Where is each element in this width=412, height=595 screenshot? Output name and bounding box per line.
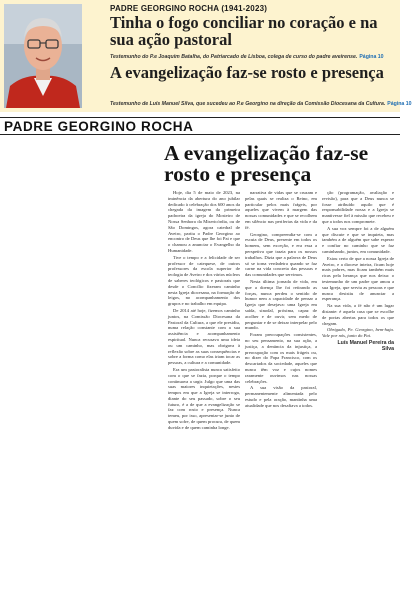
section-title: PADRE GEORGINO ROCHA: [4, 119, 194, 134]
teaser-subtitle-2: [110, 101, 412, 107]
paragraph: Era um pastoralista nunca satisfeito com o que se fazia, porque o tempo continuava a urgir. Julgo que uma das suas maiores inquietações, nestes tempos em que a Igreja se interroga, diante do seu passado, sobre o seu futuro, é a de que a evangelização se faz com rosto e presença. Nunca temeu, por isso, apresentar-se junto de quem sofre, de quem procura, de quem duvida e de quem caminha longe.: [168, 366, 240, 430]
blank-left-area: [0, 140, 160, 590]
portrait-photo: [4, 4, 82, 108]
article-body: [168, 190, 394, 590]
teaser-title-1[interactable]: Tinha o fogo conciliar no coração e na sua ação pastoral: [110, 13, 378, 49]
section-header: [0, 117, 400, 135]
author-signature: Luís Manuel Pereira da Silva: [337, 339, 394, 352]
teaser-banner: [0, 0, 412, 112]
paragraph: Tive o tempo e a felicidade de ser professor de catequese, de outros professores da escola superior de teologia de Aveiro e dos vários núcleos de saberes teológicos e pastorais que desde o Concílio fizeram caminho nesta Igreja diocesana, na formação de leigos, no acompanhamento dos grupos e no trabalho em equipa.: [168, 254, 240, 307]
portrait-illustration: [4, 4, 82, 108]
article-column-3: [322, 190, 394, 590]
paragraph: Foram preocupações consistentes, no seu pensamento, na sua ação, a justiça, a denúncia da injustiça, a preocupação com os mais frágeis ou, no dizer do Papa Francisco, com os descartados da sociedade, aqueles que nunca têm voz e cujos nomes raramente ouvimos nas nossas celebrações.: [245, 332, 317, 384]
teaser-page-ref-2[interactable]: Página 10: [387, 101, 412, 107]
paragraph: Hoje, dia 5 de maio de 2023, na iminência da abertura do ano jubilar dedicado à celebração dos 600 anos da chegada da imagem da primeira padroeira da igreja do Mosteiro de Nossa Senhora da Misericórdia, ou de São Domingos, agora catedral de Aveiro, partiu o Padre Georgino ao encontro de Deus que lhe foi Pai e que o chamou a anunciar o Evangelho da Humanidade.: [168, 190, 240, 253]
paragraph: ção (programação, avaliação e revisão), para que a Deus nunca se fosse atribuído aquilo que é responsabilidade nossa e a Igreja se mantivesse fiel à missão que recebeu e que a todos nos compromete.: [322, 190, 394, 224]
closing-line: Obrigado, Pe. Georgino, bem-haja. Vale por nós, junto do Pai.: [322, 327, 394, 339]
paragraph: Na sua vida, a fé não é um lugar distante: é aquela casa que se escolhe de portas abertas para todos os que chegam.: [322, 303, 394, 326]
paragraph: A sua visão da pastoral, permanentemente alimentada pelo estudo e pela oração, mantinha uma atualidade que nos desafiava a todos.: [245, 385, 317, 408]
teaser-page-ref-1[interactable]: Página 10: [359, 54, 384, 60]
paragraph: A sua voz sempre foi a de alguém que discute e que se inquieta, mas também a de alguém que sabe esperar e confiar no caminho que se faz caminhando, juntos, em comunidade.: [322, 225, 394, 254]
teaser-subtitle-2-text: Testemunho de Luís Manuel Silva, que sucedeu ao P.e Georgino na direção da Comissão Diocesana da Cultura.: [110, 101, 386, 107]
article-headline: A evangelização faz-se rosto e presença: [164, 141, 369, 186]
banner-kicker: PADRE GEORGINO ROCHA (1941-2023): [110, 4, 268, 13]
teaser-subtitle-1-text: Testemunho do P.e Joaquim Batalha, do Patriarcado de Lisboa, colega de curso do padre aveirense.: [110, 54, 358, 60]
paragraph: Nesta última jornada de vida, em que a doença lhe foi retirando as forças, nunca perdeu o sentido de humor nem a capacidade de pensar a Igreja que desejava: uma Igreja em saída, sinodal, próxima, capaz de acolher e de ouvir, sem medo de perguntar e de se deixar interpelar pelo mundo.: [245, 278, 317, 331]
paragraph: Estou certo de que a nossa Igreja de Aveiro, e a diocese inteira, ficam hoje mais pobres, mas ficam também mais ricas pela herança que nos deixa: o testemunho de um padre que amou a sua Igreja, que serviu as pessoas e que nunca desistiu de anunciar a esperança.: [322, 255, 394, 302]
paragraph: Georgino, compreendia-se com a escuta de Deus, presente em todos os homens, sem exceção, e era essa a perspetiva que trazia para os nossos trabalhos. Dizia que a palavra de Deus só se torna verdadeira quando se faz carne na vida concreta das pessoas e das comunidades que servimos.: [245, 231, 317, 278]
paragraph: narrativa de vidas que se cruzam e pelas quais se realiza o Reino, em particular pelos mais frágeis, por aqueles que vivem à margem das nossas comunidades e que se recolhem em silêncio nas periferias da vida e da fé.: [245, 190, 317, 230]
paragraph: De 2014 até hoje, fizemos caminho juntos, na Comissão Diocesana da Pastoral da Cultura, a que ele presidiu, numa relação constante com a sua assistência e acompanhamento espiritual. Nunca recusava uma ideia ou um caminho, mas obrigava à reflexão sobre as suas consequências e sobre a forma como elas iriam tocar as pessoas, a cultura e a comunidade.: [168, 307, 240, 366]
article-column-1: [168, 190, 240, 590]
article-column-2: [245, 190, 317, 590]
teaser-title-2[interactable]: A evangelização faz-se rosto e presença: [110, 63, 384, 82]
teaser-subtitle-1: [110, 54, 400, 60]
